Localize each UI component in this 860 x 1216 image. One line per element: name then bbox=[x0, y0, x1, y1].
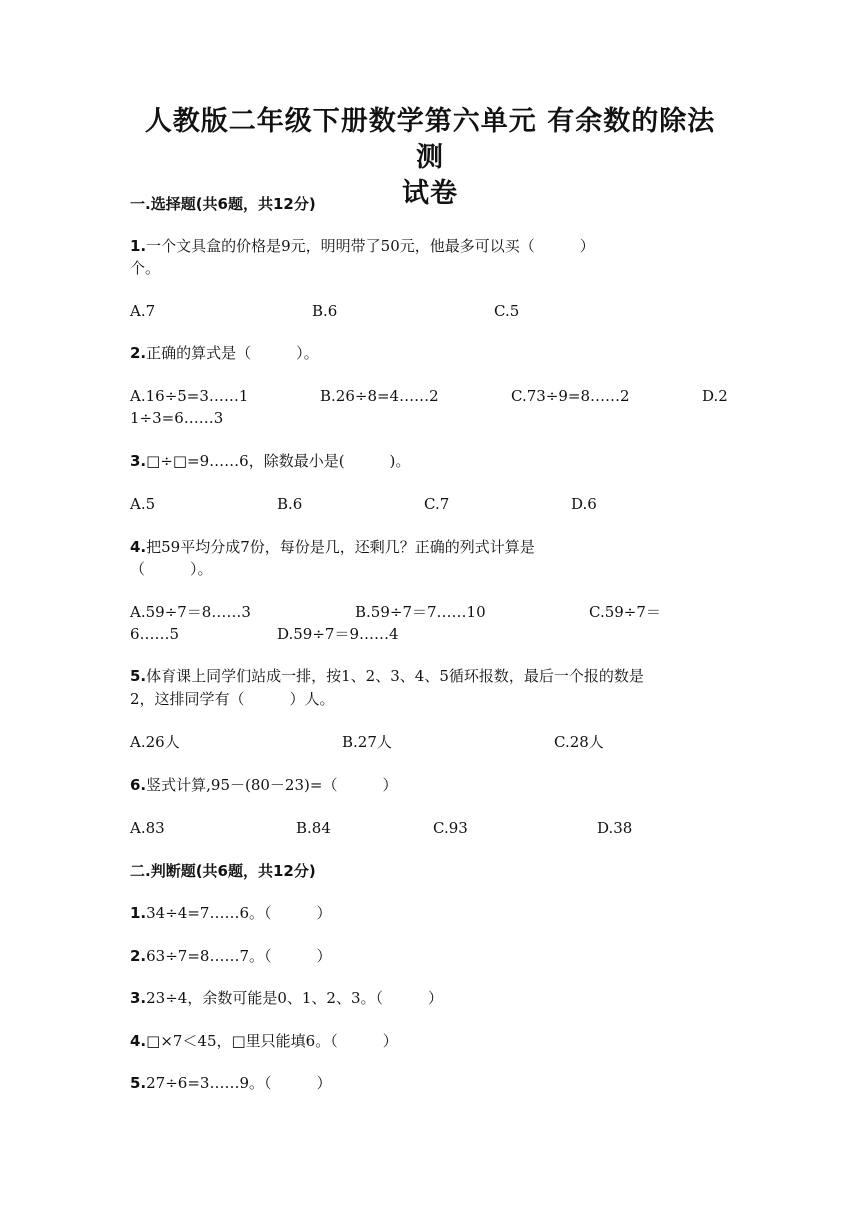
section-header-choice: 一.选择题(共6题，共12分) bbox=[130, 195, 316, 213]
question-text: 竖式计算,95－(80－23)=（ ） bbox=[146, 776, 398, 794]
option-a[interactable]: A.26人 bbox=[130, 733, 180, 751]
question-5 bbox=[130, 665, 644, 687]
option-b[interactable]: B.84 bbox=[296, 819, 331, 837]
question-text: 63÷7=8……7。（ ） bbox=[146, 947, 332, 965]
option-a[interactable]: A.7 bbox=[130, 302, 156, 320]
question-number: 3. bbox=[130, 989, 147, 1007]
question-text: 正确的算式是（ ）。 bbox=[146, 344, 319, 362]
question-number: 4. bbox=[130, 1032, 147, 1050]
judgement-question-4 bbox=[130, 1030, 398, 1052]
judgement-question-2 bbox=[130, 945, 332, 967]
option-d[interactable]: D.59÷7＝9……4 bbox=[277, 625, 399, 643]
question-text: 体育课上同学们站成一排，按1、2、3、4、5循环报数，最后一个报的数是 bbox=[146, 667, 644, 685]
option-c[interactable]: C.59÷7＝ bbox=[589, 603, 661, 621]
option-d-continuation: 1÷3=6……3 bbox=[130, 409, 224, 427]
question-text: 34÷4=7……6。（ ） bbox=[146, 904, 332, 922]
question-1-continuation: 个。 bbox=[130, 259, 161, 277]
question-3 bbox=[130, 450, 410, 472]
option-c[interactable]: C.5 bbox=[494, 302, 520, 320]
judgement-question-3 bbox=[130, 987, 443, 1009]
option-c[interactable]: C.93 bbox=[433, 819, 468, 837]
question-number: 1. bbox=[130, 237, 147, 255]
judgement-question-5 bbox=[130, 1072, 332, 1094]
option-c-continuation: 6……5 bbox=[130, 625, 180, 643]
option-b[interactable]: B.26÷8=4……2 bbox=[320, 387, 439, 405]
question-1 bbox=[130, 235, 595, 257]
question-text: 把59平均分成7份，每份是几，还剩几？正确的列式计算是 bbox=[146, 538, 535, 556]
question-number: 6. bbox=[130, 776, 147, 794]
option-b[interactable]: B.6 bbox=[277, 495, 303, 513]
option-c[interactable]: C.28人 bbox=[554, 733, 604, 751]
option-c[interactable]: C.73÷9=8……2 bbox=[511, 387, 630, 405]
question-number: 2. bbox=[130, 947, 147, 965]
section-header-judgement: 二.判断题(共6题，共12分) bbox=[130, 862, 316, 880]
option-b[interactable]: B.27人 bbox=[342, 733, 392, 751]
question-4 bbox=[130, 536, 535, 558]
question-number: 3. bbox=[130, 452, 147, 470]
option-c[interactable]: C.7 bbox=[424, 495, 450, 513]
question-number: 5. bbox=[130, 667, 147, 685]
option-d[interactable]: D.38 bbox=[597, 819, 633, 837]
option-b[interactable]: B.59÷7＝7……10 bbox=[355, 603, 486, 621]
question-number: 2. bbox=[130, 344, 147, 362]
title-line-2: 试卷 bbox=[402, 178, 458, 209]
judgement-question-1 bbox=[130, 902, 332, 924]
option-a[interactable]: A.16÷5=3……1 bbox=[130, 387, 249, 405]
title-line-1: 人教版二年级下册数学第六单元 有余数的除法 测 bbox=[144, 106, 716, 173]
question-text: □×7＜45，□里只能填6。（ ） bbox=[146, 1032, 398, 1050]
option-a[interactable]: A.83 bbox=[130, 819, 165, 837]
question-4-continuation: （ ）。 bbox=[130, 560, 213, 578]
question-text: 一个文具盒的价格是9元，明明带了50元，他最多可以买（ ） bbox=[146, 237, 595, 255]
option-d[interactable]: D.6 bbox=[571, 495, 597, 513]
option-d[interactable]: D.2 bbox=[702, 387, 728, 405]
question-number: 1. bbox=[130, 904, 147, 922]
option-a[interactable]: A.59÷7＝8……3 bbox=[130, 603, 251, 621]
option-b[interactable]: B.6 bbox=[312, 302, 338, 320]
question-2 bbox=[130, 342, 319, 364]
question-5-continuation: 2，这排同学有（ ）人。 bbox=[130, 690, 335, 708]
question-number: 4. bbox=[130, 538, 147, 556]
question-text: □÷□=9……6，除数最小是( )。 bbox=[146, 452, 411, 470]
option-a[interactable]: A.5 bbox=[130, 495, 156, 513]
question-number: 5. bbox=[130, 1074, 147, 1092]
question-6 bbox=[130, 774, 397, 796]
question-text: 27÷6=3……9。（ ） bbox=[146, 1074, 332, 1092]
question-text: 23÷4，余数可能是0、1、2、3。（ ） bbox=[146, 989, 444, 1007]
